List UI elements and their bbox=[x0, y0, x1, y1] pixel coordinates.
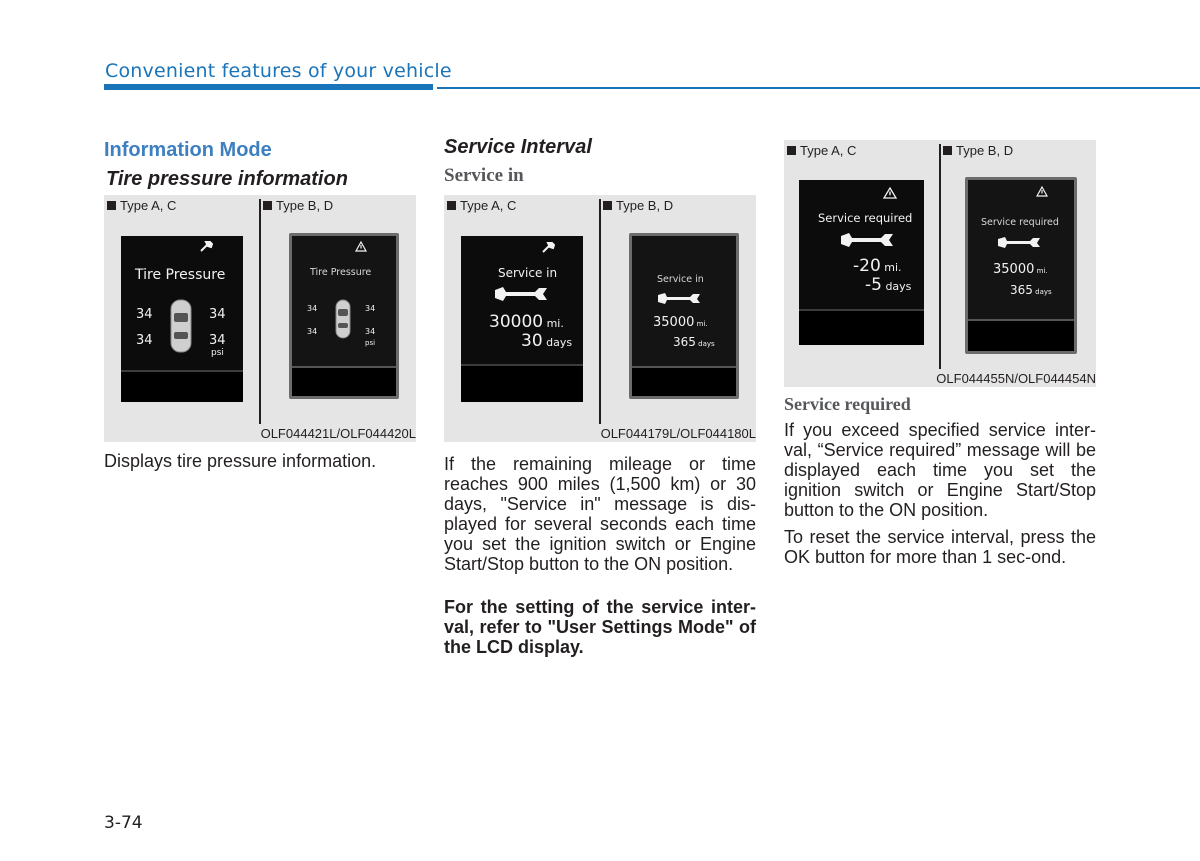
square-bullet-icon bbox=[943, 146, 952, 155]
figure-label-type-a: Type A, C bbox=[107, 198, 176, 213]
figure-label-type-b: Type B, D bbox=[263, 198, 333, 213]
service-distance: -20 mi. bbox=[853, 256, 902, 276]
tire-pressure-text: Displays tire pressure information. bbox=[104, 451, 377, 471]
tire-fr-value: 34 bbox=[365, 304, 376, 313]
service-required-subheading: Service required bbox=[784, 394, 911, 414]
square-bullet-icon bbox=[107, 201, 116, 210]
service-distance: 35000 mi. bbox=[653, 315, 708, 330]
lcd-bottom-bar bbox=[632, 366, 736, 396]
figure-divider bbox=[599, 199, 601, 424]
tire-pressure-subheading: Tire pressure information bbox=[106, 168, 348, 190]
car-top-view-icon bbox=[168, 298, 194, 354]
tire-unit: psi bbox=[211, 348, 224, 358]
car-top-view-icon bbox=[334, 298, 352, 340]
tire-fl-value: 34 bbox=[307, 304, 318, 313]
tire-rl-value: 34 bbox=[307, 327, 318, 336]
tire-pressure-figure bbox=[104, 195, 416, 442]
figure-label-type-b: Type B, D bbox=[943, 143, 1013, 158]
reset-service-interval-text: To reset the service interval, press the OK button for more than 1 sec-ond. bbox=[784, 527, 1096, 567]
lcd-bottom-bar bbox=[461, 364, 583, 402]
service-in-text: If the remaining mileage or time reaches 900 miles (1,500 km) or 30 days, "Service in" message is dis-played for several seconds each time you set the ignition switch or Engine Start/Stop button to the ON position. bbox=[444, 454, 756, 574]
lcd-bottom-bar bbox=[799, 309, 924, 345]
tire-rl-value: 34 bbox=[136, 333, 153, 348]
service-distance: 35000 mi. bbox=[993, 262, 1048, 277]
lcd-bottom-bar bbox=[968, 319, 1074, 351]
wrench-icon bbox=[199, 241, 213, 253]
square-bullet-icon bbox=[263, 201, 272, 210]
figure-label-type-a: Type A, C bbox=[447, 198, 516, 213]
lcd-title: Tire Pressure bbox=[310, 267, 372, 278]
lcd-bottom-bar bbox=[121, 370, 243, 402]
square-bullet-icon bbox=[603, 201, 612, 210]
lcd-title: Service in bbox=[657, 274, 704, 285]
figure-divider bbox=[259, 199, 261, 424]
wrench-icon bbox=[839, 232, 895, 248]
lcd-screen-type-a bbox=[799, 180, 924, 345]
lcd-title: Service in bbox=[498, 266, 558, 280]
lcd-screen-type-a bbox=[121, 236, 243, 402]
lcd-title: Service required bbox=[818, 211, 913, 225]
figure-caption: OLF044421L/OLF044420L bbox=[260, 426, 416, 441]
wrench-icon bbox=[541, 242, 555, 254]
lcd-screen-type-b bbox=[965, 177, 1077, 354]
figure-divider bbox=[939, 144, 941, 369]
service-required-figure bbox=[784, 140, 1096, 387]
page-number: 3-74 bbox=[104, 813, 143, 833]
service-days: 30 days bbox=[521, 331, 573, 351]
tire-fl-value: 34 bbox=[136, 307, 153, 322]
lcd-title: Tire Pressure bbox=[135, 267, 226, 283]
warning-triangle-icon bbox=[883, 187, 897, 199]
wrench-icon bbox=[996, 236, 1042, 249]
tire-unit: psi bbox=[365, 339, 376, 347]
lcd-title: Service required bbox=[981, 217, 1059, 228]
tire-rr-value: 34 bbox=[209, 333, 226, 348]
section-title: Convenient features of your vehicle bbox=[105, 60, 452, 82]
lcd-bottom-bar bbox=[292, 366, 396, 396]
lcd-screen-type-b bbox=[289, 233, 399, 399]
service-distance: 30000 mi. bbox=[489, 312, 564, 332]
figure-label-type-b: Type B, D bbox=[603, 198, 673, 213]
service-required-text: If you exceed specified service inter-val, “Service required” message will be displayed each time you set the ignition switch or Engine Start/Stop button to the ON position. bbox=[784, 420, 1096, 520]
service-days: -5 days bbox=[865, 275, 912, 295]
figure-label-type-a: Type A, C bbox=[787, 143, 856, 158]
service-days: 365 days bbox=[673, 335, 715, 349]
header-rule-thick bbox=[104, 84, 433, 90]
square-bullet-icon bbox=[447, 201, 456, 210]
tire-fr-value: 34 bbox=[209, 307, 226, 322]
figure-caption: OLF044455N/OLF044454N bbox=[936, 371, 1096, 386]
wrench-icon bbox=[493, 286, 549, 302]
information-mode-heading: Information Mode bbox=[104, 139, 272, 161]
lcd-screen-type-a bbox=[461, 236, 583, 402]
lcd-screen-type-b bbox=[629, 233, 739, 399]
wrench-icon bbox=[656, 292, 702, 305]
service-in-subheading: Service in bbox=[444, 165, 524, 186]
service-interval-note: For the setting of the service inter-val, refer to "User Settings Mode" of the LCD display. bbox=[444, 597, 756, 657]
square-bullet-icon bbox=[787, 146, 796, 155]
service-interval-heading: Service Interval bbox=[444, 136, 592, 158]
header-rule-thin bbox=[437, 87, 1200, 89]
service-in-figure bbox=[444, 195, 756, 442]
figure-caption: OLF044179L/OLF044180L bbox=[600, 426, 756, 441]
service-days: 365 days bbox=[1010, 283, 1052, 297]
tire-rr-value: 34 bbox=[365, 327, 376, 336]
warning-triangle-icon bbox=[1036, 186, 1048, 197]
warning-triangle-icon bbox=[355, 241, 367, 252]
